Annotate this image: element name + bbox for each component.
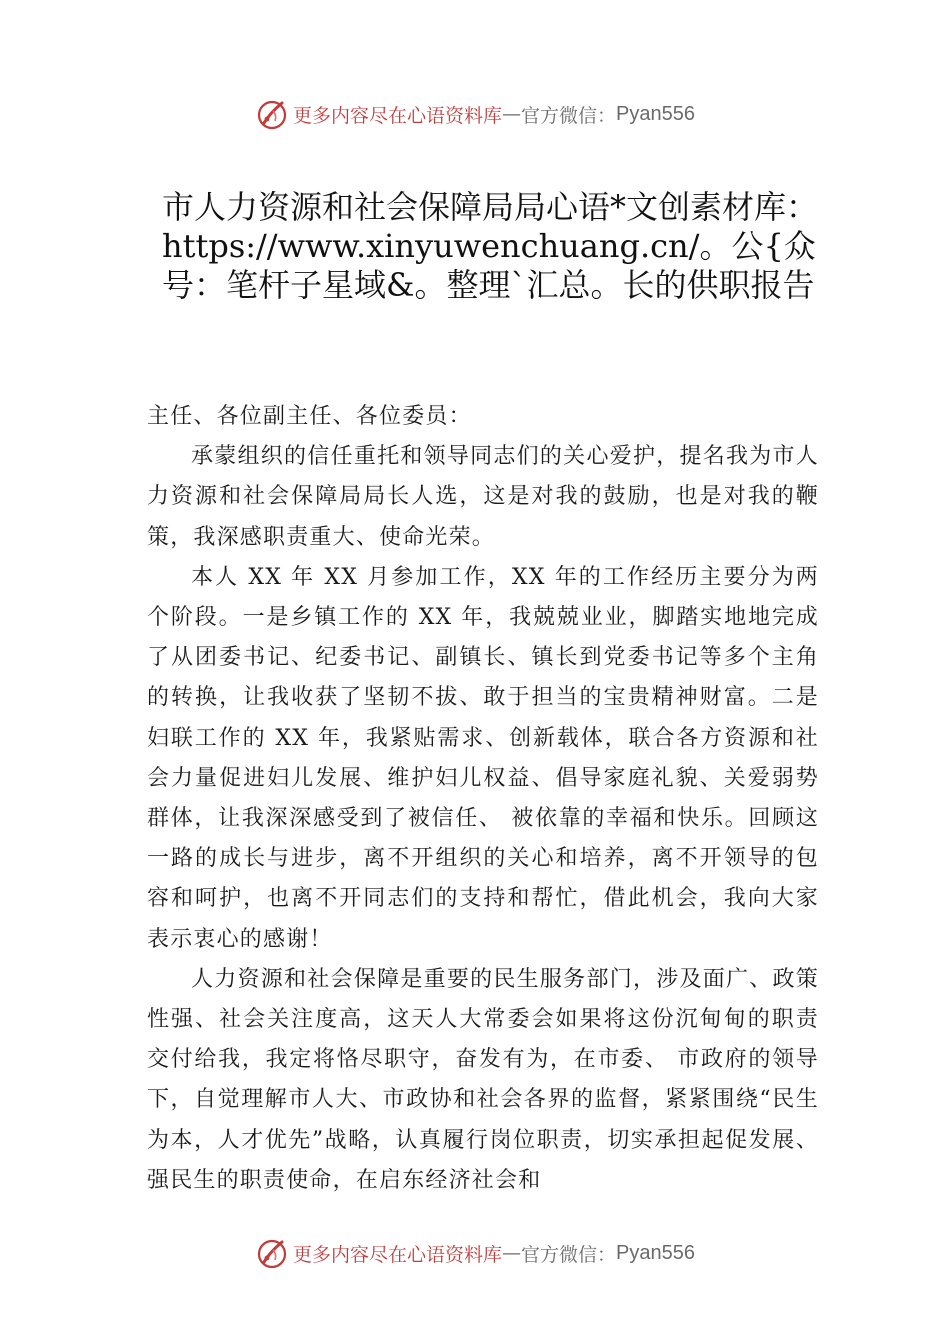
banner-dash: — <box>502 103 522 125</box>
banner-wechat-label: 官方微信： <box>521 104 617 127</box>
banner-wechat-id: Pyan556 <box>616 1241 695 1264</box>
footer-watermark-banner <box>0 1233 950 1273</box>
paragraph: 本人 XX 年 XX 月参加工作，XX 年的工作经历主要分为两个阶段。一是乡镇工作的 XX 年，我兢兢业业，脚踏实地地完成了从团委书记、纪委书记、副镇长、镇长到党委书记等多个主角的转换，让我收获了坚韧不拔、敢于担当的宝贵精神财富。二是妇联工作的 XX 年，我紧贴需求、创新载体，联合各方资源和社会力量促进妇儿发展、维护妇儿权益、倡导家庭礼貌、关爱弱势群体，让我深深感受到了被信任、 被依靠的幸福和快乐。回顾这一路的成长与进步，离不开组织的关心和培养，离不开领导的包容和呵护，也离不开同志们的支持和帮忙，借此机会，我向大家表示衷心的感谢！ <box>147 564 819 952</box>
paragraph: 承蒙组织的信任重托和领导同志们的关心爱护，提名我为市人力资源和社会保障局局长人选，这是对我的鼓励，也是对我的鞭策，我深感职责重大、使命光荣。 <box>147 444 819 550</box>
banner-wechat-label: 官方微信： <box>521 1243 617 1266</box>
document-title: 市人力资源和社会保障局局心语*文创素材库：https://www.xinyuwenchuang.cn/。公{众号：笔杆子星域&。整理`汇总。长的供职报告 <box>162 188 819 304</box>
brush-logo-icon <box>255 1236 289 1270</box>
header-watermark-banner <box>0 94 950 134</box>
brush-logo-icon <box>255 97 289 131</box>
paragraph: 人力资源和社会保障是重要的民生服务部门，涉及面广、政策性强、社会关注度高，这天人大常委会如果将这份沉甸甸的职责交付给我，我定将恪尽职守，奋发有为，在市委、 市政府的领导下，自觉理解市人大、市政协和社会各界的监督，紧紧围绕“民生为本，人才优先”战略，认真履行岗位职责，切实承担起促发展、强民生的职责使命，在启东经济社会和 <box>147 966 819 1193</box>
banner-promo-text: 更多内容尽在心语资料库 <box>293 104 503 127</box>
document-body <box>147 397 819 1201</box>
banner-dash: — <box>502 1242 522 1264</box>
banner-wechat-id: Pyan556 <box>616 102 695 125</box>
salutation: 主任、各位副主任、各位委员： <box>147 404 472 429</box>
banner-promo-text: 更多内容尽在心语资料库 <box>293 1243 503 1266</box>
